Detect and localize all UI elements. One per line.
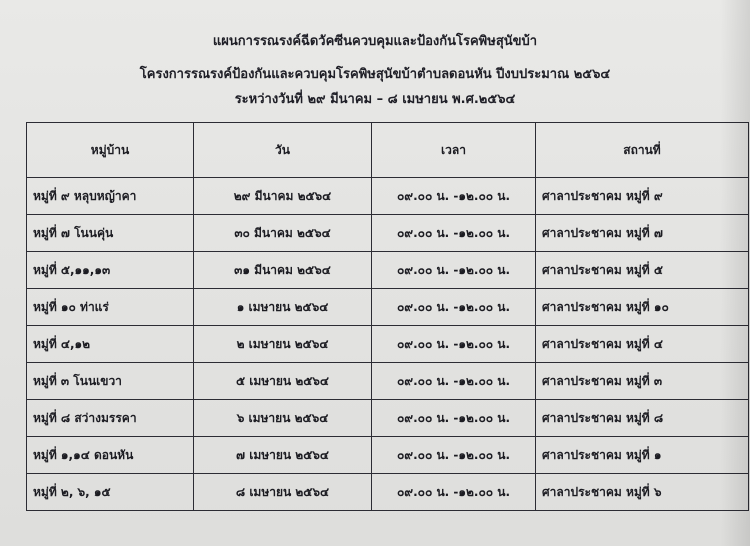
cell-date: ๒ เมษายน ๒๕๖๔ bbox=[194, 326, 372, 363]
document-title: แผนการรณรงค์ฉีดวัคซีนควบคุมและป้องกันโรคพิษสุนัขบ้า bbox=[212, 34, 538, 49]
cell-time: ๐๙.๐๐ น. -๑๒.๐๐ น. bbox=[372, 178, 536, 215]
cell-place: ศาลาประชาคม หมู่ที่ ๕ bbox=[536, 252, 749, 289]
cell-village: หมู่ที่ ๑,๑๔ ดอนหัน bbox=[27, 437, 194, 474]
cell-date: ๘ เมษายน ๒๕๖๔ bbox=[194, 474, 372, 511]
page-shadow bbox=[720, 0, 750, 546]
cell-place: ศาลาประชาคม หมู่ที่ ๖ bbox=[536, 474, 749, 511]
header-date: วัน bbox=[194, 123, 372, 178]
cell-time: ๐๙.๐๐ น. -๑๒.๐๐ น. bbox=[372, 252, 536, 289]
table-row bbox=[27, 252, 749, 289]
table-row bbox=[27, 289, 749, 326]
cell-date: ๓๑ มีนาคม ๒๕๖๔ bbox=[194, 252, 372, 289]
cell-date: ๑ เมษายน ๒๕๖๔ bbox=[194, 289, 372, 326]
cell-village: หมู่ที่ ๗ โนนคุ่น bbox=[27, 215, 194, 252]
table-row bbox=[27, 400, 749, 437]
cell-place: ศาลาประชาคม หมู่ที่ ๓ bbox=[536, 363, 749, 400]
cell-village: หมู่ที่ ๕,๑๑,๑๓ bbox=[27, 252, 194, 289]
table-header-row bbox=[27, 123, 749, 178]
cell-place: ศาลาประชาคม หมู่ที่ ๔ bbox=[536, 326, 749, 363]
cell-place: ศาลาประชาคม หมู่ที่ ๑ bbox=[536, 437, 749, 474]
table-row bbox=[27, 474, 749, 511]
cell-date: ๓๐ มีนาคม ๒๕๖๔ bbox=[194, 215, 372, 252]
cell-village: หมู่ที่ ๙ หลุบหญ้าคา bbox=[27, 178, 194, 215]
table-row bbox=[27, 178, 749, 215]
cell-place: ศาลาประชาคม หมู่ที่ ๙ bbox=[536, 178, 749, 215]
cell-date: ๒๙ มีนาคม ๒๕๖๔ bbox=[194, 178, 372, 215]
cell-time: ๐๙.๐๐ น. -๑๒.๐๐ น. bbox=[372, 289, 536, 326]
header-time: เวลา bbox=[372, 123, 536, 178]
cell-place: ศาลาประชาคม หมู่ที่ ๗ bbox=[536, 215, 749, 252]
table-row bbox=[27, 437, 749, 474]
cell-village: หมู่ที่ ๘ สว่างมรรคา bbox=[27, 400, 194, 437]
cell-place: ศาลาประชาคม หมู่ที่ ๑๐ bbox=[536, 289, 749, 326]
cell-date: ๗ เมษายน ๒๕๖๔ bbox=[194, 437, 372, 474]
date-range: ระหว่างวันที่ ๒๙ มีนาคม – ๘ เมษายน พ.ศ.๒๕๖๔ bbox=[234, 92, 516, 107]
cell-village: หมู่ที่ ๓ โนนเขวา bbox=[27, 363, 194, 400]
project-title: โครงการรณรงค์ป้องกันและควบคุมโรคพิษสุนัขบ้าตำบลดอนหัน ปีงบประมาณ ๒๕๖๔ bbox=[139, 67, 611, 82]
cell-village: หมู่ที่ ๔,๑๒ bbox=[27, 326, 194, 363]
cell-date: ๕ เมษายน ๒๕๖๔ bbox=[194, 363, 372, 400]
cell-time: ๐๙.๐๐ น. -๑๒.๐๐ น. bbox=[372, 363, 536, 400]
cell-time: ๐๙.๐๐ น. -๑๒.๐๐ น. bbox=[372, 474, 536, 511]
cell-time: ๐๙.๐๐ น. -๑๒.๐๐ น. bbox=[372, 326, 536, 363]
cell-village: หมู่ที่ ๑๐ ท่าแร่ bbox=[27, 289, 194, 326]
cell-time: ๐๙.๐๐ น. -๑๒.๐๐ น. bbox=[372, 215, 536, 252]
table-body bbox=[27, 178, 749, 511]
cell-village: หมู่ที่ ๒, ๖, ๑๕ bbox=[27, 474, 194, 511]
cell-date: ๖ เมษายน ๒๕๖๔ bbox=[194, 400, 372, 437]
table-row bbox=[27, 363, 749, 400]
cell-time: ๐๙.๐๐ น. -๑๒.๐๐ น. bbox=[372, 437, 536, 474]
table-row bbox=[27, 326, 749, 363]
schedule-table bbox=[26, 122, 749, 511]
cell-time: ๐๙.๐๐ น. -๑๒.๐๐ น. bbox=[372, 400, 536, 437]
header-place: สถานที่ bbox=[536, 123, 749, 178]
cell-place: ศาลาประชาคม หมู่ที่ ๘ bbox=[536, 400, 749, 437]
header-village: หมู่บ้าน bbox=[27, 123, 194, 178]
table-row bbox=[27, 215, 749, 252]
